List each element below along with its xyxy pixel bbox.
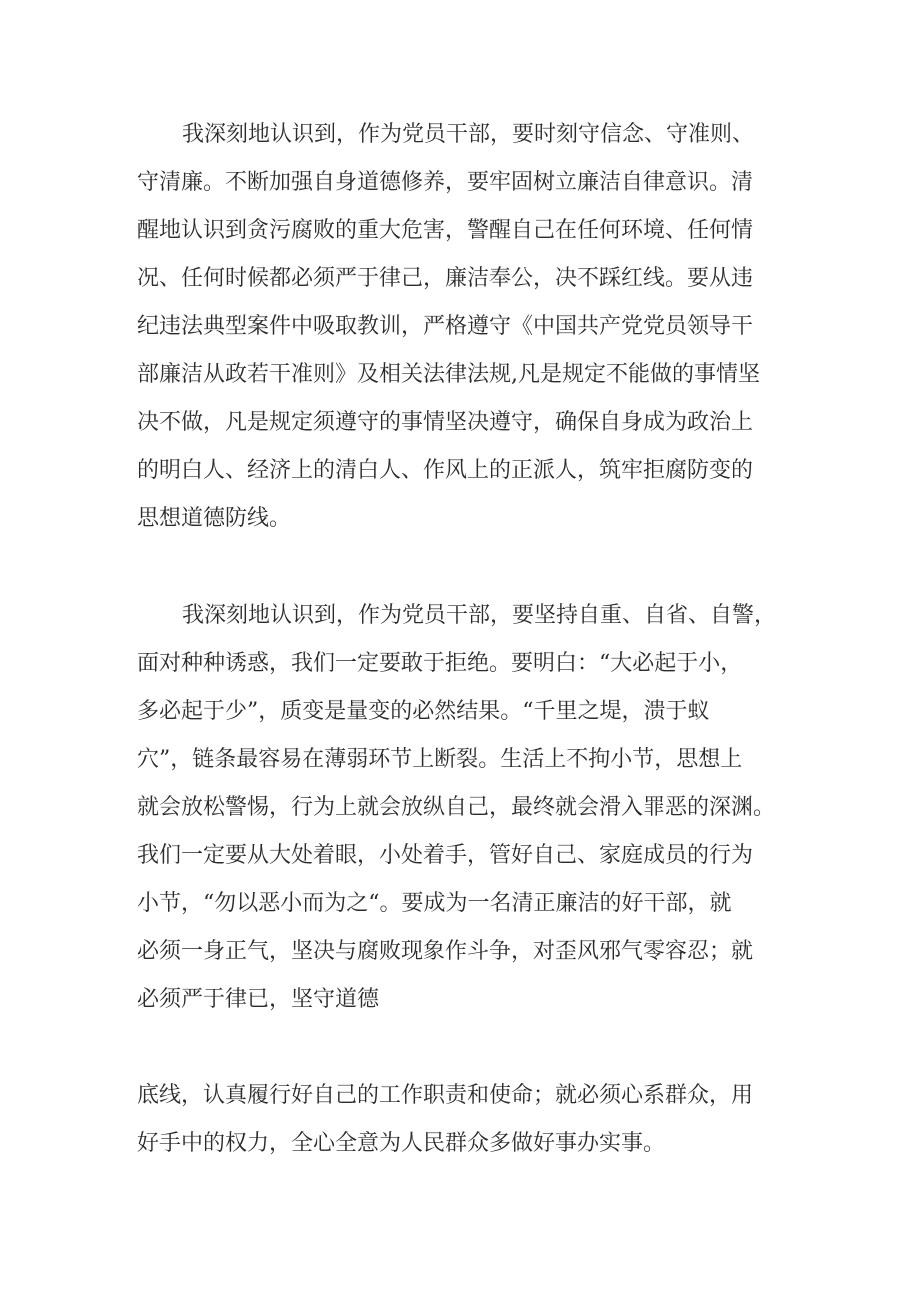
text-line: 必须一身正气，坚决与腐败现象作斗争，对歪风邪气零容忍；就 [137, 939, 754, 964]
text-line: 纪违法典型案件中吸取教训，严格遵守《中国共产党党员领导干 [137, 314, 754, 339]
text-line: 我们一定要从大处着眼，小处着手，管好自己、家庭成员的行为 [137, 843, 754, 868]
text-line: 穴”，链条最容易在薄弱环节上断裂。生活上不拘小节，思想上 [137, 747, 743, 772]
text-line: 必须严于律已，坚守道德 [137, 987, 380, 1012]
text-line: 小节，“勿以恶小而为之“。要成为一名清正廉洁的好干部，就 [137, 891, 732, 916]
text-line: 况、任何时候都必须严于律己，廉洁奉公，决不踩红线。要从违 [137, 266, 754, 291]
text-line: 面对种种诱惑，我们一定要敢于拒绝。要明白：“大必起于小， [137, 651, 743, 676]
text-line: 决不做，凡是规定须遵守的事情坚决遵守，确保自身成为政治上 [137, 410, 754, 435]
text-line: 好手中的权力，全心全意为人民群众多做好事办实事。 [137, 1131, 666, 1156]
text-line: 思想道德防线。 [137, 506, 292, 531]
text-line: 底线，认真履行好自己的工作职责和使命；就必须心系群众，用 [137, 1083, 754, 1108]
text-line: 守清廉。不断加强自身道德修养，要牢固树立廉洁自律意识。清 [137, 170, 754, 195]
text-line: 的明白人、经济上的清白人、作风上的正派人，筑牢拒腐防变的 [137, 458, 754, 483]
text-line: 就会放松警惕，行为上就会放纵自己，最终就会滑入罪恶的深渊。 [137, 795, 776, 820]
text-line: 多必起于少”，质变是量变的必然结果。“千里之堤，溃于蚁 [137, 699, 710, 724]
text-line: 我深刻地认识到，作为党员干部，要坚持自重、自省、自警， [182, 603, 777, 628]
text-line: 部廉洁从政若干准则》及相关法律法规,凡是规定不能做的事情坚 [137, 362, 760, 387]
text-line: 醒地认识到贪污腐败的重大危害，警醒自己在任何环境、任何情 [137, 218, 754, 243]
text-line: 我深刻地认识到，作为党员干部，要时刻守信念、守准则、 [182, 122, 755, 147]
